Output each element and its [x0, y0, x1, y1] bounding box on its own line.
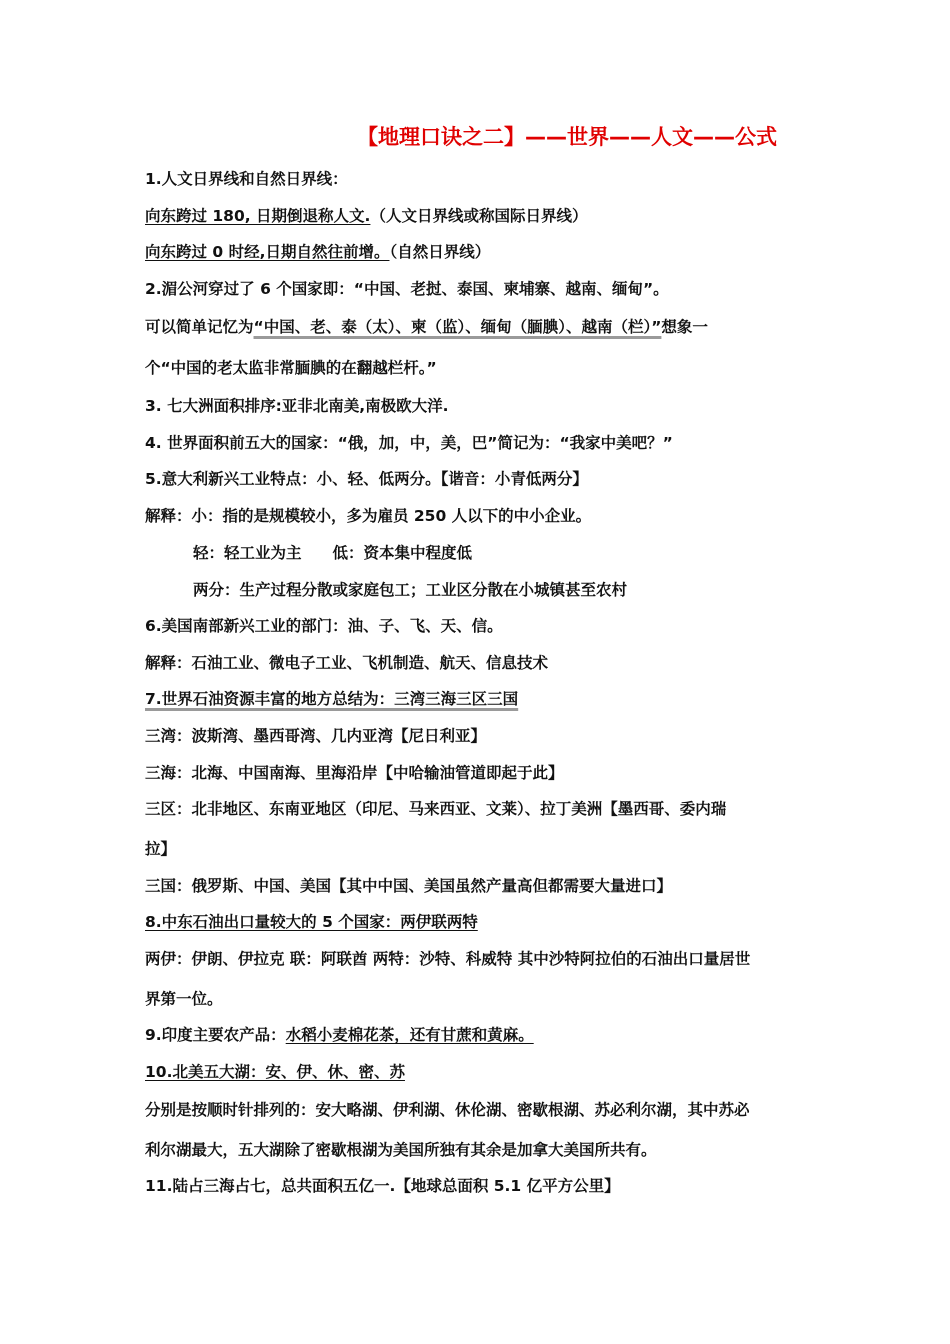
item-1-line-1 — [145, 204, 587, 226]
item-6-explain: 解释：石油工业、微电子工业、飞机制造、航天、信息技术 — [145, 654, 549, 672]
item-5-explain-3: 两分：生产过程分散或家庭包工；工业区分散在小城镇甚至农村 — [193, 581, 628, 599]
item-10-heading — [145, 1060, 405, 1082]
item-8-line-2: 界第一位。 — [145, 990, 223, 1008]
underlined-text: 向东跨过 0 时经,日期自然往前增。 — [145, 243, 390, 261]
underlined-text: 10.北美五大湖：安、伊、休、密、苏 — [145, 1063, 405, 1081]
item-7-heading — [145, 687, 518, 709]
item-3: 3. 七大洲面积排序:亚非北南美,南极欧大洋. — [145, 397, 449, 415]
item-5-explain-1: 解释：小：指的是规模较小，多为雇员 250 人以下的中小企业。 — [145, 507, 592, 525]
item-7-line-3: 三区：北非地区、东南亚地区（印尼、马来西亚、文莱）、拉丁美洲【墨西哥、委内瑞 — [145, 800, 727, 818]
underlined-text: 8.中东石油出口量较大的 5 个国家：两伊联两特 — [145, 913, 478, 931]
note-text: （人文日界线或称国际日界线） — [370, 207, 588, 225]
item-2-line-1 — [145, 315, 708, 337]
item-4: 4. 世界面积前五大的国家：“俄，加，中，美，巴”简记为：“我家中美吧？” — [145, 434, 673, 452]
item-5-heading: 5.意大利新兴工业特点：小、轻、低两分。【谐音：小青低两分】 — [145, 470, 588, 488]
underlined-text: 向东跨过 180, 日期倒退称人文. — [145, 207, 371, 225]
item-1-line-2 — [145, 240, 490, 262]
item-7-line-5: 三国：俄罗斯、中国、美国【其中中国、美国虽然产量高但都需要大量进口】 — [145, 877, 673, 895]
item-8-heading — [145, 910, 478, 932]
item-11: 11.陆占三海占七，总共面积五亿一.【地球总面积 5.1 亿平方公里】 — [145, 1177, 620, 1195]
text: 可以简单记忆为 — [145, 318, 254, 336]
item-1-heading: 1.人文日界线和自然日界线： — [145, 170, 348, 188]
highlighted-text: “中国、老、泰（太）、柬（监）、缅甸（腼腆）、越南（栏）” — [253, 318, 662, 336]
item-2-line-2: 个“中国的老太监非常腼腆的在翻越栏杆。” — [145, 359, 437, 377]
item-10-line-2: 利尔湖最大，五大湖除了密歇根湖为美国所独有其余是加拿大美国所共有。 — [145, 1141, 657, 1159]
item-10-line-1: 分别是按顺时针排列的：安大略湖、伊利湖、休伦湖、密歇根湖、苏必利尔湖，其中苏必 — [145, 1101, 750, 1119]
item-9 — [145, 1023, 534, 1045]
item-7-line-1: 三湾：波斯湾、墨西哥湾、几内亚湾【尼日利亚】 — [145, 727, 487, 745]
item-7-line-4: 拉】 — [145, 840, 177, 858]
underlined-text: 水稻小麦棉花茶，还有甘蔗和黄麻。 — [285, 1026, 534, 1044]
item-6-heading: 6.美国南部新兴工业的部门：油、子、飞、天、信。 — [145, 617, 503, 635]
page-title: 【地理口诀之二】——世界——人文——公式 — [357, 125, 777, 149]
item-5-explain-2: 轻：轻工业为主 低：资本集中程度低 — [193, 544, 473, 562]
item-8-line-1: 两伊：伊朗、伊拉克 联：阿联酋 两特：沙特、科威特 其中沙特阿拉伯的石油出口量居世 — [145, 950, 751, 968]
text: 9.印度主要农产品： — [145, 1026, 286, 1044]
text: 想象一 — [661, 318, 708, 336]
highlighted-text: 7.世界石油资源丰富的地方总结为：三湾三海三区三国 — [145, 690, 519, 708]
item-2-heading: 2.湄公河穿过了 6 个国家即：“中国、老挝、泰国、柬埔寨、越南、缅甸”。 — [145, 280, 669, 298]
item-7-line-2: 三海：北海、中国南海、里海沿岸【中哈输油管道即起于此】 — [145, 764, 564, 782]
note-text: （自然日界线） — [389, 243, 491, 261]
